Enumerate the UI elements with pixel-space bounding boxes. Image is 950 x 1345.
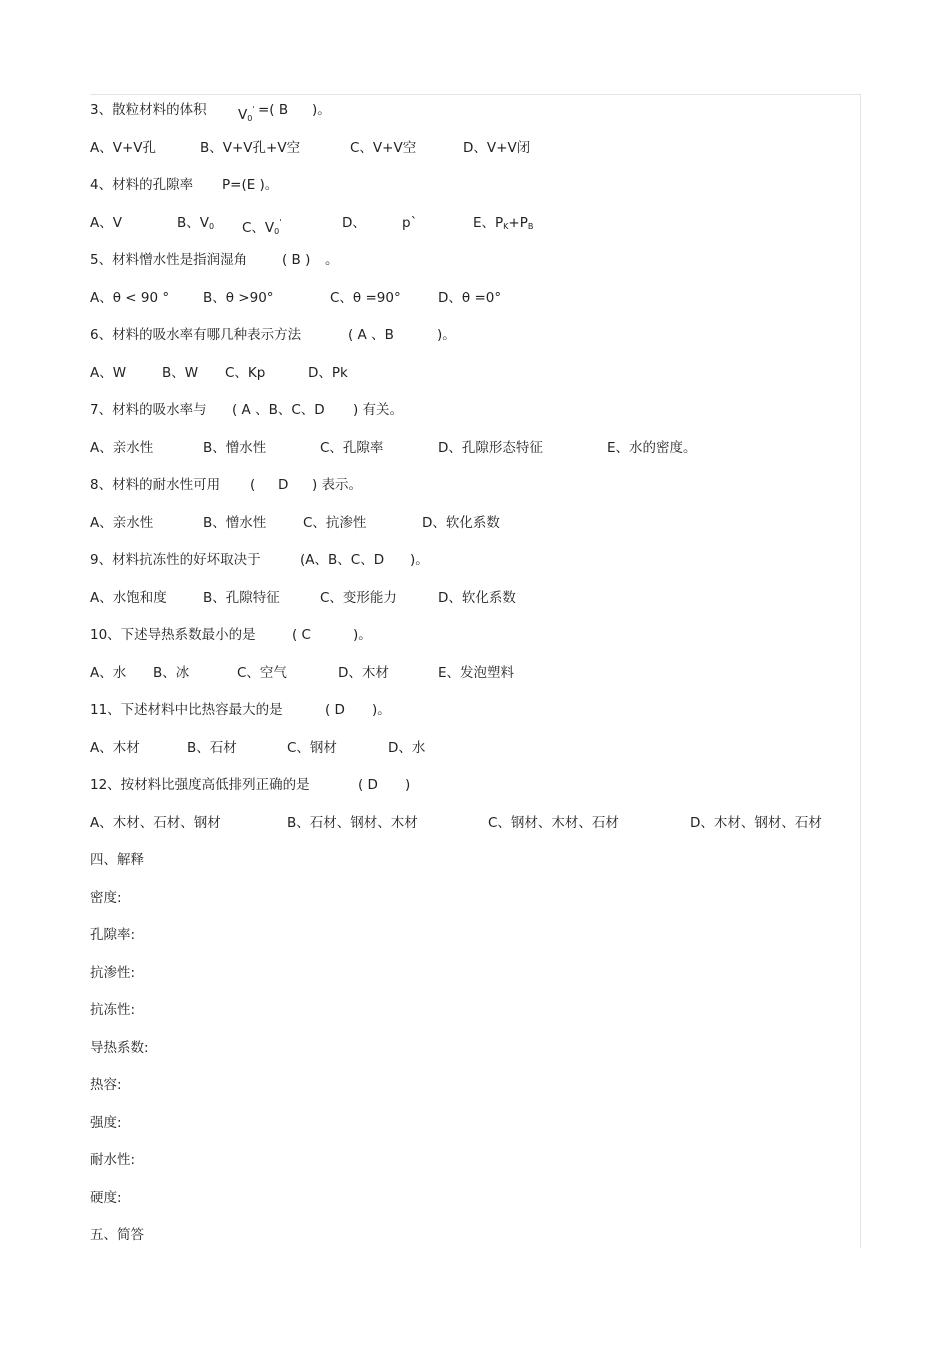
line-text [90,623,256,647]
text-run: D、水 [388,739,426,756]
question-line [90,773,855,811]
option-text [438,286,501,310]
text-run: C、V [242,219,275,236]
text-run: B、V+V孔+V空 [200,139,301,156]
line-text [278,473,288,497]
option-text [330,286,401,310]
option-text [422,511,500,535]
option-text [438,436,543,460]
text-run: D [278,477,289,493]
option-text [338,661,389,685]
text-run: )。 [312,102,331,118]
option-text [177,211,214,239]
line-text [90,548,261,572]
term-line [90,998,855,1036]
option-text [287,811,418,835]
option-text [690,811,822,835]
text-run: D、V+V闭 [463,139,531,156]
option-text [90,136,156,160]
text-run: 密度: [90,889,122,906]
text-run: p` [402,214,418,231]
text-run: 8、材料的耐水性可用 [90,477,221,493]
text-run: P=(E )。 [222,177,279,193]
options-line [90,361,855,399]
option-text [200,136,300,160]
text-run: ( C [292,627,311,643]
option-text [488,811,619,835]
term-line [90,1148,855,1186]
options-line [90,211,855,249]
line-text [325,698,345,722]
text-run: 导热系数: [90,1039,149,1056]
text-run: ) 有关。 [353,402,404,418]
option-text [242,211,281,244]
options-line [90,736,855,774]
option-text [187,736,237,760]
line-text [90,98,207,122]
text-run: C、抗渗性 [303,514,367,531]
text-run: B、憎水性 [203,514,267,531]
line-text [348,323,394,347]
options-line [90,586,855,624]
line-text [238,98,255,131]
line-text [90,173,193,197]
option-text [90,736,140,760]
question-line [90,473,855,511]
subscript: 0 [247,114,253,123]
text-run: 五、简答 [90,1227,144,1243]
line-text [90,698,283,722]
text-run: D、θ =0° [438,289,502,306]
option-text [402,211,417,235]
section-heading [90,848,855,886]
option-text [463,136,530,160]
option-text [153,661,189,685]
question-line [90,698,855,736]
text-run: ( A 、B [348,327,394,343]
text-run: 12、按材料比强度高低排列正确的是 [90,777,310,793]
text-run: A、W [90,364,127,381]
question-line [90,323,855,361]
text-run: )。 [410,552,429,568]
line-text [90,1223,144,1247]
question-line [90,398,855,436]
text-run: V [238,107,248,123]
line-text [405,773,410,797]
option-text [203,286,274,310]
option-text [473,211,533,239]
text-run: A、θ < 90 ° [90,289,170,306]
option-text [90,436,153,460]
line-text [292,623,311,647]
option-text [203,511,266,535]
text-run: ) 表示。 [312,477,363,493]
text-run: 孔隙率: [90,927,136,943]
text-run: C、θ =90° [330,289,401,306]
text-run: C、V+V空 [350,139,417,156]
line-text [312,98,331,122]
line-text [410,548,429,572]
option-text [225,361,265,385]
option-text [237,661,287,685]
text-run: )。 [372,702,391,718]
options-line [90,811,855,849]
line-text [358,773,378,797]
line-text [90,848,144,872]
term-line [90,1111,855,1149]
text-run: C、Kp [225,364,266,381]
line-text [90,398,207,422]
text-run: A、木材 [90,739,140,756]
option-text [320,436,383,460]
line-text [282,248,310,272]
text-run: 7、材料的吸水率与 [90,402,207,418]
term-line [90,923,855,961]
term-line [90,1036,855,1074]
line-text [258,98,288,122]
text-run: +P [508,214,528,231]
text-run: ( [250,477,256,493]
option-text [303,511,366,535]
text-run: B、冰 [153,664,190,681]
line-text [372,698,391,722]
text-run: 11、下述材料中比热容最大的是 [90,702,283,718]
text-run: 耐水性: [90,1152,136,1168]
question-line [90,98,855,136]
text-run: 。 [325,252,339,268]
line-text [222,173,278,197]
text-run: A、木材、石材、钢材 [90,814,221,831]
text-run: C、空气 [237,664,287,681]
option-text [607,436,697,460]
text-run: D、孔隙形态特征 [438,439,543,456]
text-run: )。 [437,327,456,343]
text-run: 抗冻性: [90,1002,136,1018]
question-line [90,623,855,661]
option-text [438,661,514,685]
line-text [90,923,135,947]
line-text [90,1148,135,1172]
text-run: ( D [358,777,378,793]
line-text [353,398,403,422]
line-text [353,623,372,647]
text-run: 9、材料抗冻性的好坏取决于 [90,552,261,568]
subscript: 0 [274,226,280,236]
line-text [437,323,456,347]
options-line [90,661,855,699]
text-run: B、V [177,214,209,231]
page-border-right [860,94,861,1248]
option-text [90,361,126,385]
line-text [90,773,310,797]
subscript: K [503,221,509,231]
question-line [90,173,855,211]
option-text [350,136,416,160]
text-run: B、孔隙特征 [203,589,280,606]
line-text [90,323,301,347]
option-text [90,211,122,235]
line-text [312,473,362,497]
option-text [162,361,198,385]
line-text [90,1036,149,1060]
option-text [203,586,280,610]
text-run: B、憎水性 [203,439,267,456]
line-text [325,248,339,272]
text-run: )。 [353,627,372,643]
option-text [90,511,153,535]
text-run: 6、材料的吸水率有哪几种表示方法 [90,327,302,343]
text-run: D、木材、钢材、石材 [690,814,822,831]
text-run: B、W [162,364,199,381]
option-text [90,661,126,685]
text-run: C、钢材、木材、石材 [488,814,619,831]
text-run: E、发泡塑料 [438,664,515,681]
text-run: A、亲水性 [90,514,154,531]
text-run: ( A 、B、C、D [232,402,325,418]
options-line [90,436,855,474]
text-run: E、水的密度。 [607,439,697,456]
subscript: B [527,221,534,231]
text-run: ( D [325,702,345,718]
document-body [90,98,855,1261]
line-text [90,961,135,985]
text-run: 硬度: [90,1189,122,1206]
term-line [90,961,855,999]
options-line [90,511,855,549]
text-run: =( B [258,102,289,118]
option-text [90,286,169,310]
line-text [90,248,247,272]
text-run: C、变形能力 [320,589,397,606]
text-run: D、软化系数 [438,589,516,606]
line-text [90,1186,122,1210]
question-line [90,248,855,286]
line-text [90,473,220,497]
text-run: ( B ) [282,252,311,268]
text-run: 3、散粒材料的体积 [90,102,207,118]
line-text [90,998,135,1022]
text-run: C、钢材 [287,739,337,756]
line-text [232,398,325,422]
term-line [90,886,855,924]
option-text [388,736,425,760]
option-text [90,811,221,835]
section-heading [90,1223,855,1261]
text-run: D、Pk [308,364,348,381]
line-text [90,1073,122,1097]
option-text [308,361,348,385]
question-line [90,548,855,586]
text-run: B、石材、钢材、木材 [287,814,418,831]
option-text [90,586,167,610]
options-line [90,286,855,324]
text-run: (A、B、C、D [300,552,385,568]
text-run: 4、材料的孔隙率 [90,177,194,193]
text-run: 10、下述导热系数最小的是 [90,627,256,643]
text-run: D、软化系数 [422,514,500,531]
option-text [203,436,266,460]
text-run: 抗渗性: [90,964,136,981]
term-line [90,1186,855,1224]
text-run: D、 [342,214,366,231]
page-border-top [90,94,860,95]
text-run: A、V+V孔 [90,139,157,156]
text-run: E、P [473,214,504,231]
text-run: ) [405,777,411,793]
superscript: ' [279,217,282,227]
text-run: B、石材 [187,739,237,756]
line-text [250,473,255,497]
option-text [438,586,516,610]
subscript: 0 [209,221,215,231]
term-line [90,1073,855,1111]
option-text [287,736,337,760]
text-run: A、水饱和度 [90,589,167,606]
text-run: D、木材 [338,664,389,681]
text-run: 热容: [90,1077,122,1093]
option-text [342,211,366,235]
superscript: ' [252,105,255,114]
text-run: B、θ >90° [203,289,274,306]
option-text [320,586,397,610]
text-run: A、V [90,214,122,231]
text-run: A、亲水性 [90,439,154,456]
line-text [300,548,384,572]
options-line [90,136,855,174]
line-text [90,886,122,910]
line-text [90,1111,122,1135]
text-run: 强度: [90,1114,122,1131]
text-run: C、孔隙率 [320,439,384,456]
text-run: A、水 [90,664,127,681]
text-run: 5、材料憎水性是指润湿角 [90,252,248,268]
text-run: 四、解释 [90,852,144,868]
